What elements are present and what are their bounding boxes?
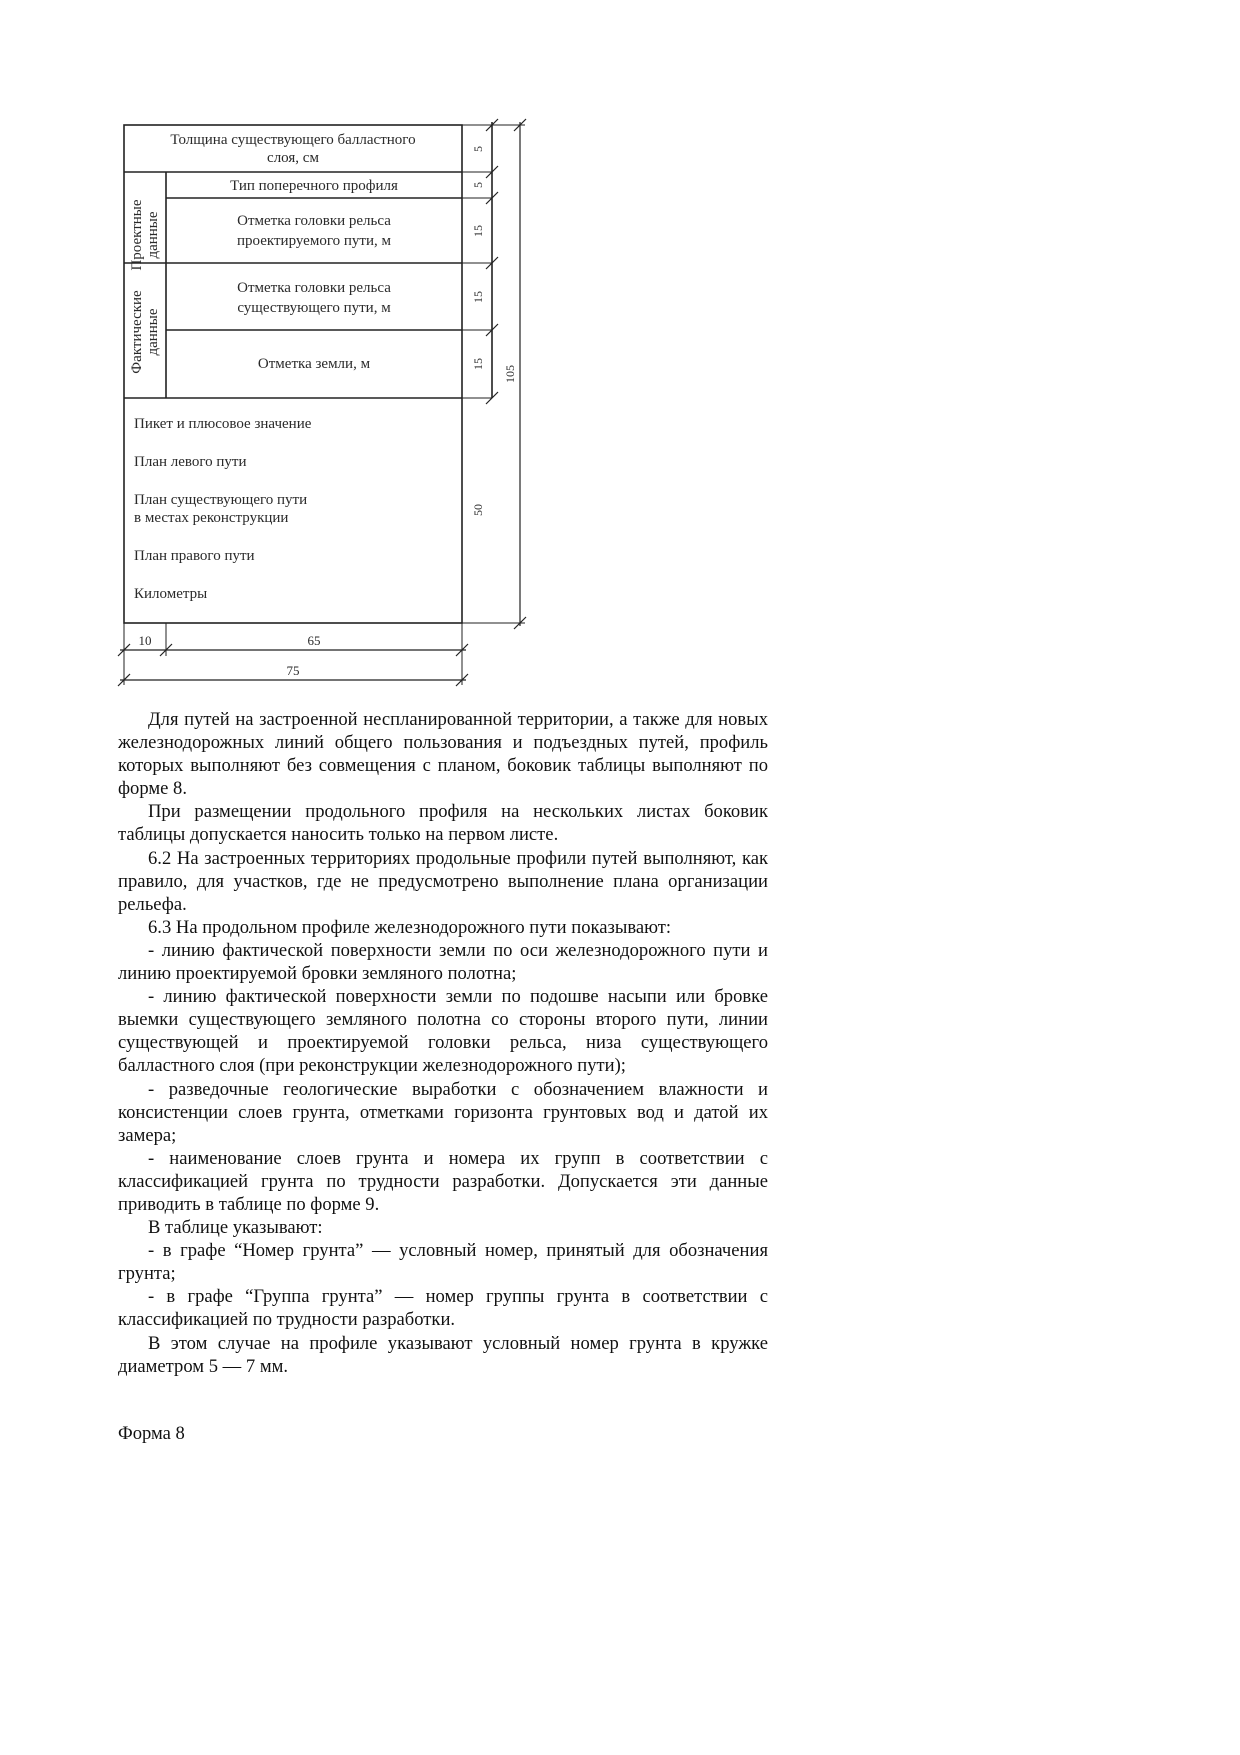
existing-rail-head-line2: существующего пути, м [237,300,391,316]
design-rail-head-line1: Отметка головки рельса [237,213,391,229]
paragraph: - линию фактической поверхности земли по оси железнодорожного пути и линию проектируемой бровки земляного полотна; [118,939,768,985]
group-design-line2: данные [145,211,161,259]
paragraph: При размещении продольного профиля на нескольких листах боковик таблицы допускается наносить только на первом листе. [118,801,768,846]
paragraph: - разведочные геологические выработки с обозначением влажности и консистенции слоев грунта, отметками горизонта грунтовых вод и датой их замера; [118,1078,768,1146]
dim-total-height: 105 [503,365,517,383]
right-track-plan-label: План правого пути [134,548,255,564]
picket-label: Пикет и плюсовое значение [134,416,312,432]
paragraph: В этом случае на профиле указывают условный номер грунта в кружке диаметром 5 — 7 мм. [118,1332,768,1377]
form-label: Форма 8 [118,1423,185,1444]
paragraph: - в графе “Номер грунта” — условный номер, принятый для обозначения грунта; [118,1240,768,1285]
paragraph: В таблице указывают: [148,1217,323,1239]
sidebar-table-figure [100,100,550,700]
dim-col-main: 65 [307,633,321,648]
body-text [118,708,768,1378]
paragraph: 6.2 На застроенных территориях продольные профили путей выполняют, как правило, для участков, где не предусмотрено выполнение плана организации рельефа. [118,847,768,915]
dim-col-left: 10 [138,633,152,648]
dim-row1: 5 [471,146,485,152]
paragraph: - наименование слоев грунта и номера их групп в соответствии с классификацией грунта по трудности разработки. Допускается эти данные приводить в таблице по форме 9. [118,1147,768,1215]
left-track-plan-label: План левого пути [134,454,247,470]
dim-bottom-block: 50 [471,504,485,516]
paragraph: - линию фактической поверхности земли по подошве насыпи или бровке выемки существующего земляного полотна со стороны второго пути, линии существующей и проектируемой головки рельса, низа существующего балластного слоя (при реконструкции железнодорожного пути); [118,986,768,1077]
group-actual-line1: Фактические [129,290,145,374]
paragraph: Для путей на застроенной неспланированной территории, а также для новых железнодорожных линий общего пользования и подъездных путей, профиль которых выполняют без совмещения с планом, боковик таблицы выполняют по форме 8. [118,709,768,800]
paragraph: - в графе “Группа грунта” — номер группы грунта в соответствии с классификацией по трудности разработки. [118,1286,768,1331]
dim-row3: 15 [471,225,485,237]
dim-total-width: 75 [286,663,300,678]
dim-row2: 5 [471,182,485,188]
design-rail-head-line2: проектируемого пути, м [237,233,391,249]
existing-track-plan-line1: План существующего пути [134,492,308,508]
group-design-line1: Проектные [129,199,145,271]
existing-rail-head-line1: Отметка головки рельса [237,280,391,296]
existing-track-plan-line2: в местах реконструкции [134,510,289,526]
ballast-thickness-line1: Толщина существующего балластного [170,132,416,148]
dim-row5: 15 [471,358,485,370]
dim-row4: 15 [471,291,485,303]
ground-mark: Отметка земли, м [257,356,371,372]
paragraph: 6.3 На продольном профиле железнодорожного пути показывают: [148,916,672,938]
cross-section-type: Тип поперечного профиля [230,178,398,194]
kilometers-label: Километры [134,586,208,602]
ballast-thickness-line2: слоя, см [267,150,319,166]
group-actual-line2: данные [145,308,161,356]
